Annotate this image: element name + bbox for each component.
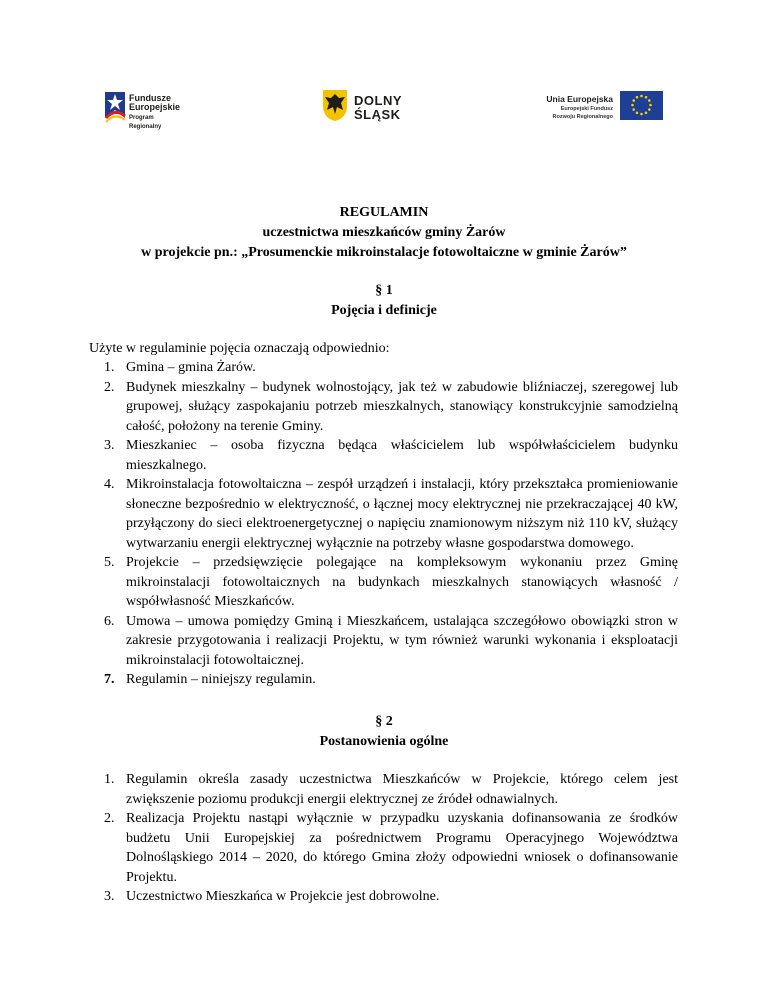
dolny-slask-text (354, 94, 402, 122)
list-item: 1. Gmina – gmina Żarów. (104, 360, 256, 375)
title-line3: w projekcie pn.: „Prosumenckie mikroinstalacje fotowoltaiczne w gminie Żarów” (141, 245, 627, 260)
document-title (0, 203, 768, 263)
section2-heading: Postanowienia ogólne (319, 734, 449, 749)
logo-bar (0, 88, 768, 128)
list-item: 7. Regulamin – niniejszy regulamin. (104, 672, 316, 687)
section1-header (0, 281, 768, 321)
list-item: 1. Regulamin określa zasady uczestnictwa Mieszkańców w Projekcie, którego celem jest zwiększenie poziomu produkcji energii elektrycznej ze źródeł odnawialnych. (104, 772, 678, 807)
dolny-slask-line1: DOLNY (354, 93, 402, 108)
eagle-crest-icon (321, 88, 349, 122)
list-item: 5. Projekcie – przedsięwzięcie polegające na kompleksowym wykonaniu przez Gminę mikroinstalacji fotowoltaicznych na budynkach mieszkalnych stanowiących własność / współwłasność Mieszkańców. (104, 555, 678, 609)
section2-header (0, 712, 768, 752)
title-line1: REGULAMIN (339, 205, 429, 220)
eu-flag-icon (620, 91, 663, 120)
fundusze-line2: Europejskie (129, 102, 181, 112)
unia-line3: Rozwoju Regionalnego (552, 114, 613, 120)
fundusze-star-icon (103, 88, 127, 124)
definitions-list (104, 358, 678, 690)
dolny-slask-line2: ŚLĄSK (354, 107, 401, 122)
list-item: 3. Uczestnictwo Mieszkańca w Projekcie jest dobrowolne. (104, 889, 440, 904)
title-line2: uczestnictwa mieszkańców gminy Żarów (262, 225, 506, 240)
fundusze-line3: Program Regionalny (129, 115, 162, 130)
list-item: 3. Mieszkaniec – osoba fizyczna będąca właścicielem lub współwłaścicielem budynku mieszkalnego. (104, 438, 678, 473)
list-item: 4. Mikroinstalacja fotowoltaiczna – zespół urządzeń i instalacji, który przekształca promieniowanie słoneczne bezpośrednio w elektryczność, o łącznej mocy elektrycznej nie przekraczającej 40 kW, przyłączony do sieci elektroenergetycznej o napięciu znamionowym niższym niż 110 kV, służący wytwarzaniu energii elektrycznej wyłącznie na potrzeby własne gospodarstwa domowego. (104, 477, 678, 551)
list-item: 2. Realizacja Projektu nastąpi wyłącznie w przypadku uzyskania dofinansowania ze środków budżetu Unii Europejskiej za pośrednictwem Programu Operacyjnego Województwa Dolnośląskiego 2014 – 2020, do którego Gmina złoży odpowiedni wniosek o dofinansowanie Projektu. (104, 811, 678, 885)
fundusze-text (129, 94, 180, 132)
unia-text (540, 94, 613, 121)
fundusze-line1: Fundusze (129, 93, 171, 103)
list-item: 6. Umowa – umowa pomiędzy Gminą i Mieszkańcem, ustalająca szczegółowo obowiązki stron w zakresie przygotowania i realizacji Projektu, w tym również warunki wykonania i eksploatacji mikroinstalacji fotowoltaicznej. (104, 613, 678, 668)
section2-number: § 2 (375, 714, 393, 729)
fundusze-europejskie-logo (103, 88, 181, 130)
unia-line2: Europejski Fundusz (560, 106, 613, 112)
general-provisions-list (104, 770, 678, 907)
section1-intro: Użyte w regulaminie pojęcia oznaczają odpowiednio: (89, 341, 390, 356)
section1-heading: Pojęcia i definicje (331, 303, 437, 318)
section1-number: § 1 (375, 283, 393, 298)
dolny-slask-logo (321, 88, 402, 128)
list-item: 2. Budynek mieszkalny – budynek wolnostojący, jak też w zabudowie bliźniaczej, szeregowej lub grupowej, służący zaspokajaniu potrzeb mieszkalnych, stanowiący konstrukcyjnie samodzielną całość, położony na terenie Gminy. (104, 379, 678, 434)
unia-line1: Unia Europejska (546, 94, 613, 104)
